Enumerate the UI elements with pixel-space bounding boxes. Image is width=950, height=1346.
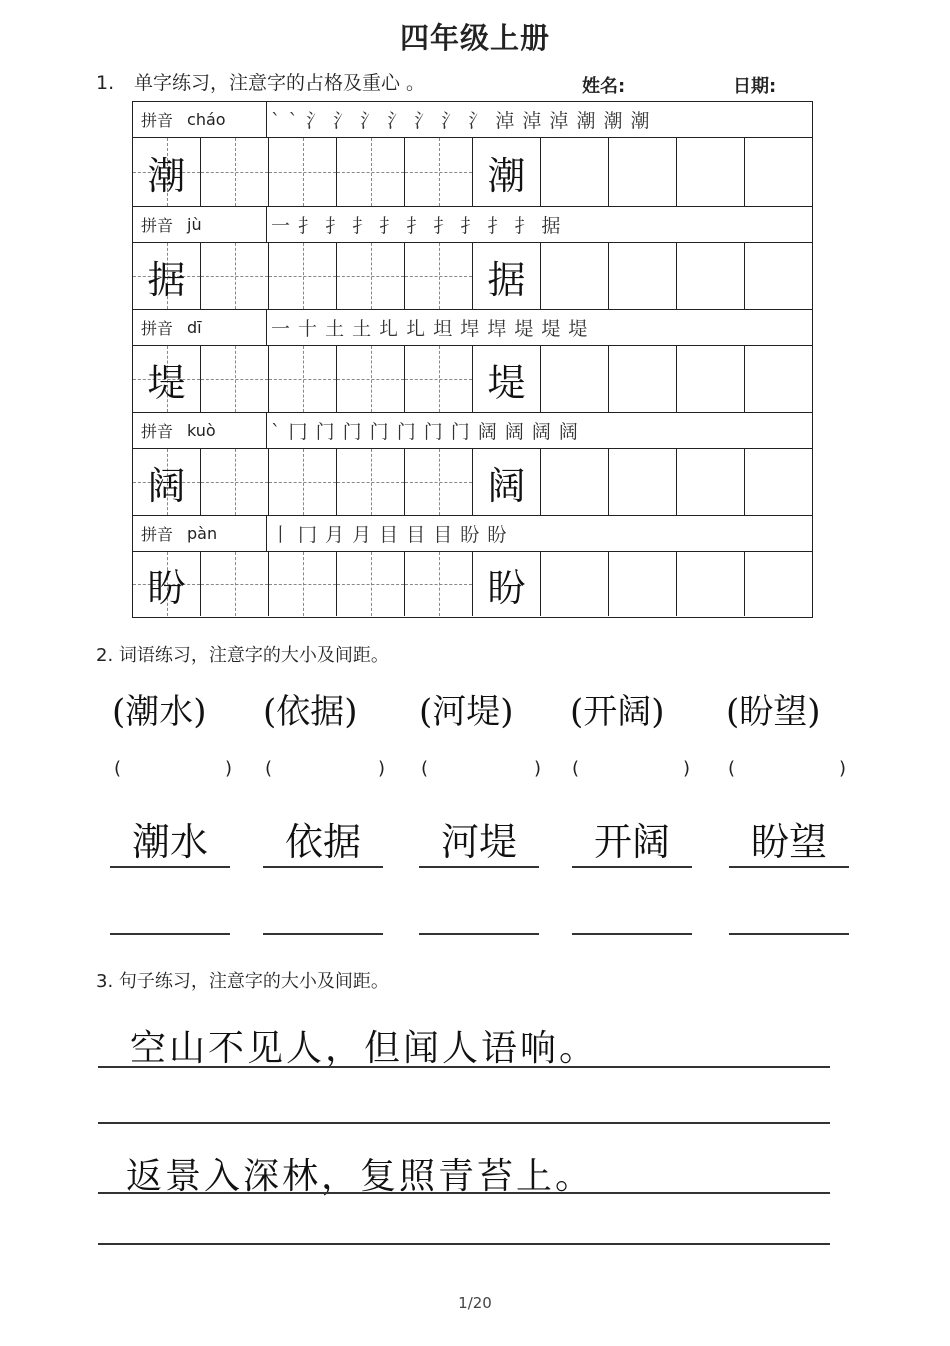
pinyin-cell — [133, 207, 267, 242]
blank-cell[interactable] — [677, 243, 745, 309]
word-on-line: 潮水 — [110, 818, 230, 868]
page-indicator: 1/20 — [458, 1294, 492, 1312]
tian-cell[interactable] — [473, 138, 541, 206]
tian-cell[interactable] — [133, 138, 201, 206]
blank-cell[interactable] — [609, 138, 677, 206]
blank-cell[interactable] — [677, 552, 745, 616]
page-title: 四年级上册 — [399, 21, 550, 55]
model-character: 阔 — [487, 463, 526, 508]
blank-cell[interactable] — [541, 449, 609, 515]
model-character: 堤 — [147, 360, 186, 405]
tian-cell[interactable] — [337, 346, 405, 412]
word-with-parens: (潮水) — [112, 692, 207, 732]
word-on-line: 依据 — [263, 818, 383, 868]
tian-cell[interactable] — [405, 552, 473, 616]
name-label: 姓名: — [582, 76, 626, 97]
model-character: 据 — [147, 257, 186, 302]
model-character: 据 — [487, 257, 526, 302]
tian-cell[interactable] — [337, 552, 405, 616]
section2-heading: 2. 词语练习，注意字的大小及间距。 — [96, 645, 389, 666]
blank-cell[interactable] — [745, 449, 813, 515]
blank-cell[interactable] — [745, 243, 813, 309]
tian-cell[interactable] — [473, 346, 541, 412]
writing-line[interactable] — [110, 933, 230, 935]
blank-cell[interactable] — [677, 346, 745, 412]
tian-cell[interactable] — [405, 346, 473, 412]
word-with-parens: (依据) — [263, 692, 358, 732]
tian-cell[interactable] — [201, 552, 269, 616]
empty-parens[interactable]: ( ) — [265, 758, 386, 779]
word-on-line: 开阔 — [572, 818, 692, 868]
sentence-text: 空山不见人，但闻人语响。 — [130, 1028, 599, 1069]
tian-cell[interactable] — [473, 449, 541, 515]
pinyin-cell — [133, 516, 267, 551]
tian-cell[interactable] — [133, 552, 201, 616]
tian-cell[interactable] — [405, 243, 473, 309]
pinyin-value: dī — [187, 318, 202, 337]
blank-cell[interactable] — [609, 346, 677, 412]
character-row — [133, 449, 812, 516]
empty-parens[interactable]: ( ) — [114, 758, 233, 779]
empty-parens[interactable]: ( ) — [572, 758, 691, 779]
pinyin-label: 拼音 — [141, 525, 174, 544]
tian-cell[interactable] — [473, 243, 541, 309]
model-character: 潮 — [147, 153, 186, 198]
pinyin-row — [133, 516, 812, 552]
character-row — [133, 243, 812, 310]
stroke-order: ` ˋ 氵 氵 氵 氵 氵 氵 氵 淖 淖 淖 潮 潮 潮 — [271, 110, 651, 132]
writing-line[interactable] — [263, 933, 383, 935]
pinyin-label: 拼音 — [141, 319, 174, 338]
pinyin-value: jù — [187, 215, 202, 234]
tian-cell[interactable] — [269, 449, 337, 515]
blank-cell[interactable] — [745, 138, 813, 206]
sentence-line — [98, 1192, 830, 1194]
tian-cell[interactable] — [269, 138, 337, 206]
tian-cell[interactable] — [405, 138, 473, 206]
tian-cell[interactable] — [133, 449, 201, 515]
tian-cell[interactable] — [133, 346, 201, 412]
tian-cell[interactable] — [405, 449, 473, 515]
tian-cell[interactable] — [201, 449, 269, 515]
section1-label: 单字练习，注意字的占格及重心 。 — [134, 72, 426, 94]
stroke-order: 一 十 土 土 圠 圠 坦 垾 垾 堤 堤 堤 — [271, 318, 589, 340]
stroke-order: 丨 冂 月 月 目 目 目 盼 盼 — [271, 524, 508, 546]
tian-cell[interactable] — [337, 243, 405, 309]
model-character: 盼 — [147, 565, 186, 610]
pinyin-row — [133, 207, 812, 243]
writing-line[interactable] — [572, 933, 692, 935]
writing-line[interactable] — [729, 933, 849, 935]
word-with-parens: (河堤) — [419, 692, 514, 732]
tian-cell[interactable] — [133, 243, 201, 309]
empty-parens[interactable]: ( ) — [728, 758, 847, 779]
blank-cell[interactable] — [609, 243, 677, 309]
blank-cell[interactable] — [745, 346, 813, 412]
practice-grid — [132, 101, 813, 618]
blank-cell[interactable] — [541, 243, 609, 309]
blank-cell[interactable] — [609, 552, 677, 616]
pinyin-cell — [133, 310, 267, 345]
blank-cell[interactable] — [541, 138, 609, 206]
word-with-parens: (开阔) — [570, 692, 665, 732]
pinyin-row — [133, 310, 812, 346]
tian-cell[interactable] — [473, 552, 541, 616]
character-row — [133, 552, 812, 616]
blank-cell[interactable] — [541, 552, 609, 616]
sentence-writing-line[interactable] — [98, 1122, 830, 1124]
blank-cell[interactable] — [677, 138, 745, 206]
stroke-order: ` 冂 门 门 门 门 门 门 阔 阔 阔 阔 — [271, 421, 579, 443]
pinyin-row — [133, 102, 812, 138]
section1-heading — [96, 68, 425, 95]
blank-cell[interactable] — [745, 552, 813, 616]
tian-cell[interactable] — [337, 138, 405, 206]
date-label: 日期: — [733, 76, 777, 97]
sentence-line — [98, 1066, 830, 1068]
sentence-writing-line[interactable] — [98, 1243, 830, 1245]
tian-cell[interactable] — [269, 552, 337, 616]
blank-cell[interactable] — [541, 346, 609, 412]
sentence-text: 返景入深林，复照青苔上。 — [126, 1156, 595, 1197]
section3-heading: 3. 句子练习，注意字的大小及间距。 — [96, 971, 389, 992]
tian-cell[interactable] — [201, 138, 269, 206]
writing-line[interactable] — [419, 933, 539, 935]
model-character: 潮 — [487, 153, 526, 198]
pinyin-label: 拼音 — [141, 111, 174, 130]
pinyin-value: pàn — [187, 524, 218, 543]
model-character: 阔 — [147, 463, 186, 508]
pinyin-cell — [133, 102, 267, 137]
word-on-line: 河堤 — [419, 818, 539, 868]
tian-cell[interactable] — [201, 346, 269, 412]
blank-cell[interactable] — [609, 449, 677, 515]
section1-number: 1. — [96, 72, 115, 94]
pinyin-label: 拼音 — [141, 216, 174, 235]
blank-cell[interactable] — [677, 449, 745, 515]
pinyin-value: kuò — [187, 421, 216, 440]
tian-cell[interactable] — [269, 346, 337, 412]
word-on-line: 盼望 — [729, 818, 849, 868]
character-row — [133, 138, 812, 207]
tian-cell[interactable] — [269, 243, 337, 309]
pinyin-label: 拼音 — [141, 422, 174, 441]
empty-parens[interactable]: ( ) — [421, 758, 542, 779]
word-with-parens: (盼望) — [726, 692, 821, 732]
tian-cell[interactable] — [201, 243, 269, 309]
pinyin-row — [133, 413, 812, 449]
model-character: 盼 — [487, 565, 526, 610]
pinyin-value: cháo — [187, 110, 226, 129]
tian-cell[interactable] — [337, 449, 405, 515]
stroke-order: 一 扌 扌 扌 扌 扌 扌 扌 扌 扌 据 — [271, 215, 562, 237]
character-row — [133, 346, 812, 413]
model-character: 堤 — [487, 360, 526, 405]
pinyin-cell — [133, 413, 267, 448]
